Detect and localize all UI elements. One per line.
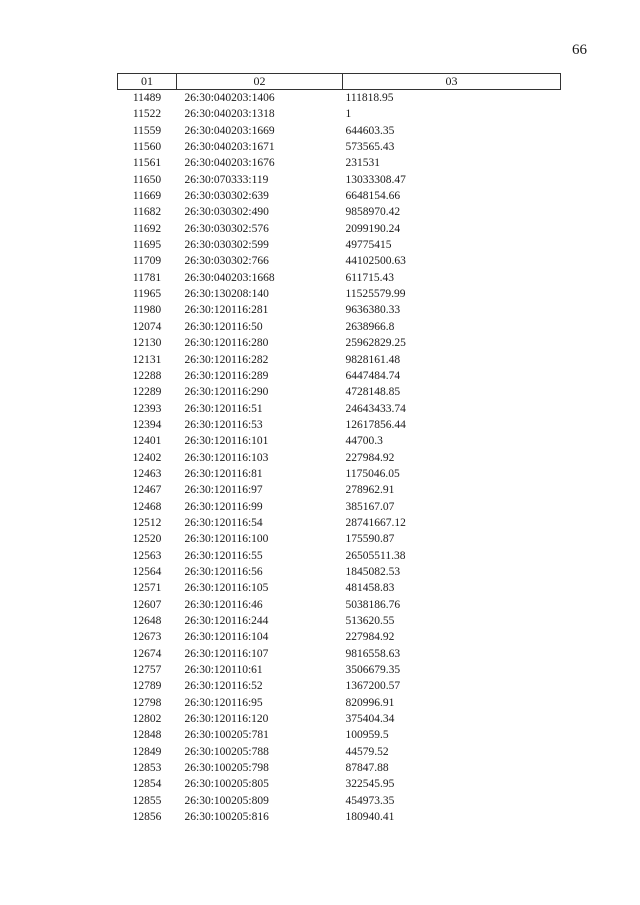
cell-03: 25962829.25	[345, 337, 406, 350]
table-row	[118, 744, 561, 760]
cell-01: 12849	[132, 745, 162, 758]
table-row	[118, 711, 561, 727]
cell-02: 26:30:070333:119	[184, 173, 269, 186]
table-row	[118, 695, 561, 711]
table-row	[118, 466, 561, 482]
table-row	[118, 335, 561, 351]
cell-03: 2099190.24	[345, 222, 401, 235]
cell-03: 5038186.76	[345, 598, 401, 611]
table-row	[118, 613, 561, 629]
cell-01: 11669	[132, 190, 162, 203]
cell-03: 6447484.74	[345, 369, 401, 382]
table-row	[118, 204, 561, 220]
cell-01: 12520	[132, 533, 162, 546]
table-row	[118, 776, 561, 792]
cell-01: 12563	[132, 549, 162, 562]
cell-01: 11692	[132, 222, 162, 235]
table-row	[118, 646, 561, 662]
table-row	[118, 155, 561, 171]
table-row	[118, 401, 561, 417]
cell-02: 26:30:120116:103	[184, 451, 269, 464]
cell-01: 12853	[132, 762, 162, 775]
column-header-02: 02	[177, 74, 343, 90]
cell-02: 26:30:030302:639	[184, 190, 269, 203]
table-row	[118, 450, 561, 466]
cell-03: 2638966.8	[345, 320, 395, 333]
column-header-03: 03	[343, 74, 561, 90]
cell-02: 26:30:030302:576	[184, 222, 269, 235]
cell-02: 26:30:100205:788	[184, 745, 269, 758]
cell-03: 28741667.12	[345, 516, 406, 529]
cell-03: 573565.43	[345, 141, 395, 154]
cell-03: 611715.43	[345, 271, 394, 284]
cell-02: 26:30:120116:52	[184, 680, 263, 693]
table-row	[118, 499, 561, 515]
cell-01: 12393	[132, 402, 162, 415]
table-row	[118, 123, 561, 139]
cell-01: 12856	[132, 811, 162, 824]
cell-02: 26:30:120116:53	[184, 418, 263, 431]
cell-03: 278962.91	[345, 484, 395, 497]
cell-02: 26:30:120116:51	[184, 402, 263, 415]
cell-01: 12648	[132, 615, 162, 627]
cell-03: 322545.95	[345, 778, 395, 791]
cell-02: 26:30:040203:1669	[184, 124, 275, 137]
cell-03: 44700.3	[345, 435, 383, 448]
table-row	[118, 564, 561, 580]
cell-03: 44579.52	[345, 745, 389, 758]
cell-03: 227984.92	[345, 451, 395, 464]
cell-03: 13033308.47	[345, 173, 406, 186]
table-row	[118, 760, 561, 776]
cell-01: 12289	[132, 386, 162, 399]
cell-02: 26:30:100205:781	[184, 729, 269, 742]
cell-03: 454973.35	[345, 794, 395, 807]
cell-01: 12855	[132, 794, 162, 807]
cell-03: 9828161.48	[345, 353, 401, 366]
cell-01: 12467	[132, 484, 162, 497]
cell-02: 26:30:120116:99	[184, 500, 263, 513]
table-row	[118, 417, 561, 433]
cell-02: 26:30:120116:107	[184, 647, 269, 660]
cell-02: 26:30:120116:81	[184, 467, 263, 480]
table-row	[118, 433, 561, 449]
cell-01: 12401	[132, 435, 162, 448]
cell-01: 12757	[132, 664, 162, 677]
table-row	[118, 809, 561, 825]
cell-01: 11980	[132, 304, 162, 317]
cell-03: 24643433.74	[345, 402, 406, 415]
cell-01: 12607	[132, 598, 162, 611]
cell-01: 11522	[132, 108, 162, 121]
table-header	[118, 74, 561, 90]
cell-02: 26:30:130208:140	[184, 288, 269, 301]
cell-03: 513620.55	[345, 615, 395, 627]
table-row	[118, 221, 561, 237]
cell-02: 26:30:030302:766	[184, 255, 269, 268]
cell-03: 9636380.33	[345, 304, 401, 317]
table-row	[118, 188, 561, 204]
table-row	[118, 548, 561, 564]
cell-02: 26:30:040203:1668	[184, 271, 275, 284]
cell-01: 12848	[132, 729, 162, 742]
cell-02: 26:30:120116:104	[184, 631, 269, 644]
cell-02: 26:30:120116:105	[184, 582, 269, 595]
data-table	[117, 73, 561, 825]
cell-01: 12468	[132, 500, 162, 513]
cell-02: 26:30:120116:289	[184, 369, 269, 382]
table-row	[118, 384, 561, 400]
cell-03: 227984.92	[345, 631, 395, 644]
cell-01: 11781	[132, 271, 162, 284]
cell-03: 231531	[345, 157, 380, 170]
cell-03: 26505511.38	[345, 549, 406, 562]
cell-02: 26:30:120116:50	[184, 320, 263, 333]
cell-02: 26:30:120116:280	[184, 337, 269, 350]
table-row	[118, 352, 561, 368]
cell-01: 11559	[132, 124, 162, 137]
table-body	[118, 90, 561, 826]
cell-03: 11525579.99	[345, 288, 406, 301]
cell-01: 11709	[132, 255, 162, 268]
cell-02: 26:30:120116:281	[184, 304, 269, 317]
cell-01: 12394	[132, 418, 162, 431]
cell-01: 12130	[132, 337, 162, 350]
table-row	[118, 106, 561, 122]
cell-01: 12854	[132, 778, 162, 791]
cell-03: 1175046.05	[345, 467, 400, 480]
cell-01: 12674	[132, 647, 162, 660]
cell-03: 3506679.35	[345, 664, 401, 677]
table-row	[118, 531, 561, 547]
page-number: 66	[572, 42, 587, 58]
table-row	[118, 515, 561, 531]
cell-02: 26:30:120116:55	[184, 549, 263, 562]
cell-02: 26:30:030302:599	[184, 239, 269, 252]
cell-02: 26:30:120110:61	[184, 664, 263, 677]
table-row	[118, 90, 561, 107]
cell-03: 180940.41	[345, 811, 395, 824]
cell-02: 26:30:040203:1318	[184, 108, 275, 121]
cell-02: 26:30:040203:1676	[184, 157, 275, 170]
cell-01: 12564	[132, 565, 162, 578]
table-row	[118, 793, 561, 809]
cell-03: 481458.83	[345, 582, 395, 595]
cell-02: 26:30:120116:95	[184, 696, 263, 709]
cell-03: 111818.95	[345, 92, 394, 104]
cell-02: 26:30:120116:56	[184, 565, 263, 578]
cell-02: 26:30:040203:1671	[184, 141, 275, 154]
cell-02: 26:30:120116:244	[184, 615, 269, 627]
cell-02: 26:30:100205:809	[184, 794, 269, 807]
table-row	[118, 368, 561, 384]
cell-03: 9816558.63	[345, 647, 401, 660]
cell-03: 385167.07	[345, 500, 395, 513]
table-row	[118, 270, 561, 286]
cell-02: 26:30:100205:805	[184, 778, 269, 791]
cell-01: 12802	[132, 713, 162, 726]
table-row	[118, 319, 561, 335]
cell-02: 26:30:040203:1406	[184, 92, 275, 104]
cell-03: 820996.91	[345, 696, 395, 709]
cell-03: 644603.35	[345, 124, 395, 137]
cell-01: 12673	[132, 631, 162, 644]
table-row	[118, 597, 561, 613]
cell-03: 6648154.66	[345, 190, 401, 203]
cell-01: 12131	[132, 353, 162, 366]
cell-02: 26:30:100205:816	[184, 811, 269, 824]
header-row	[118, 74, 561, 90]
cell-01: 11489	[132, 92, 162, 104]
table-row	[118, 580, 561, 596]
cell-03: 375404.34	[345, 713, 395, 726]
table-row	[118, 302, 561, 318]
cell-02: 26:30:120116:100	[184, 533, 269, 546]
column-header-01: 01	[118, 74, 177, 90]
table-row	[118, 286, 561, 302]
cell-02: 26:30:100205:798	[184, 762, 269, 775]
cell-03: 100959.5	[345, 729, 389, 742]
cell-01: 11682	[132, 206, 162, 219]
cell-03: 1	[345, 108, 352, 121]
cell-03: 87847.88	[345, 762, 389, 775]
cell-03: 49775415	[345, 239, 392, 252]
cell-03: 175590.87	[345, 533, 395, 546]
cell-01: 11695	[132, 239, 162, 252]
cell-01: 11650	[132, 173, 162, 186]
cell-02: 26:30:120116:101	[184, 435, 269, 448]
table-row	[118, 678, 561, 694]
table-row	[118, 482, 561, 498]
table-row	[118, 253, 561, 269]
cell-01: 11965	[132, 288, 162, 301]
cell-01: 11560	[132, 141, 162, 154]
cell-01: 12288	[132, 369, 162, 382]
table-row	[118, 727, 561, 743]
cell-01: 11561	[132, 157, 162, 170]
cell-02: 26:30:120116:290	[184, 386, 269, 399]
cell-03: 1845082.53	[345, 565, 401, 578]
cell-01: 12789	[132, 680, 162, 693]
cell-02: 26:30:030302:490	[184, 206, 269, 219]
cell-02: 26:30:120116:282	[184, 353, 269, 366]
cell-01: 12074	[132, 320, 162, 333]
cell-02: 26:30:120116:46	[184, 598, 263, 611]
cell-01: 12571	[132, 582, 162, 595]
cell-01: 12798	[132, 696, 162, 709]
cell-03: 1367200.57	[345, 680, 401, 693]
cell-01: 12402	[132, 451, 162, 464]
table-row	[118, 139, 561, 155]
cell-02: 26:30:120116:120	[184, 713, 269, 726]
cell-01: 12463	[132, 467, 162, 480]
cell-03: 12617856.44	[345, 418, 406, 431]
cell-02: 26:30:120116:54	[184, 516, 263, 529]
cell-02: 26:30:120116:97	[184, 484, 263, 497]
table-row	[118, 237, 561, 253]
table-row	[118, 629, 561, 645]
table-row	[118, 662, 561, 678]
cell-03: 9858970.42	[345, 206, 401, 219]
cell-03: 44102500.63	[345, 255, 406, 268]
cell-01: 12512	[132, 516, 162, 529]
cell-03: 4728148.85	[345, 386, 401, 399]
table-row	[118, 172, 561, 188]
